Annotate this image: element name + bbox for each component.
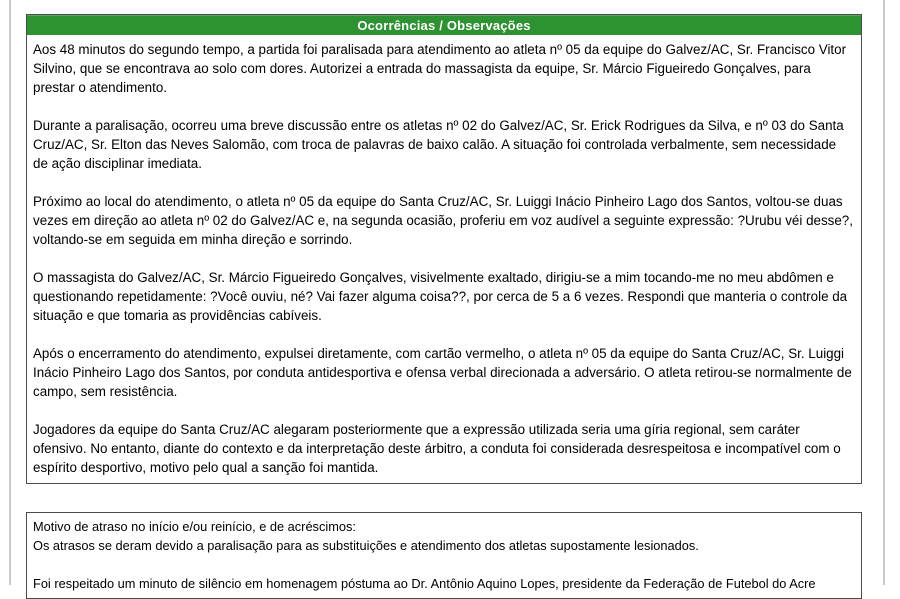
occurrences-title: Ocorrências / Observações — [357, 18, 531, 33]
occurrences-body — [27, 35, 861, 483]
occurrence-paragraph-1: Aos 48 minutos do segundo tempo, a partida foi paralisada para atendimento ao atleta nº 05 da equipe do Galvez/AC, Sr. Francisco Vitor Silvino, que se encontrava ao solo com dores. Autorizei a entrada do massagista da equipe, Sr. Márcio Figueiredo Gonçalves, para prestar o atendimento. — [33, 42, 847, 95]
occurrence-paragraph-5: Após o encerramento do atendimento, expulsei diretamente, com cartão vermelho, o atleta nº 05 da equipe do Santa Cruz/AC, Sr. Luiggi Inácio Pinheiro Lago dos Santos, por conduta antidesportiva e ofensa verbal direcionada a adversário. O atleta retirou-se normalmente de campo, sem resistência. — [33, 346, 852, 399]
delay-box — [26, 512, 862, 599]
delay-reason-label: Motivo de atraso no início e/ou reinício, e de acréscimos: — [33, 519, 356, 534]
occurrence-paragraph-2: Durante a paralisação, ocorreu uma breve discussão entre os atletas nº 02 do Galvez/AC, Sr. Erick Rodrigues da Silva, e nº 03 do Santa Cruz/AC, Sr. Elton das Neves Salomão, com troca de palavras de baixo calão. A situação foi controlada verbalmente, sem necessidade de ação disciplinar imediata. — [33, 118, 844, 171]
report-sheet — [9, 0, 885, 591]
occurrence-paragraph-3: Próximo ao local do atendimento, o atleta nº 05 da equipe do Santa Cruz/AC, Sr. Luiggi Inácio Pinheiro Lago dos Santos, voltou-se duas vezes em direção ao atleta nº 02 do Galvez/AC e, na segunda ocasião, proferiu em voz audível a seguinte expressão: ?Urubu véi desse?, voltando-se em seguida em minha direção e sorrindo. — [33, 194, 853, 247]
occurrence-paragraph-4: O massagista do Galvez/AC, Sr. Márcio Figueiredo Gonçalves, visivelmente exaltado, dirigiu-se a mim tocando-me no meu abdômen e questionando repetidamente: ?Você ouviu, né? Vai fazer alguma coisa??, por cerca de 5 a 6 vezes. Respondi que manteria o controle da situação e que tomaria as providências cabíveis. — [33, 270, 848, 323]
occurrence-paragraph-6: Jogadores da equipe do Santa Cruz/AC alegaram posteriormente que a expressão utilizada seria uma gíria regional, sem caráter ofensivo. No entanto, diante do contexto e da interpretação deste árbitro, a conduta foi considerada desrespeitosa e incompatível com o espírito desportivo, motivo pelo qual a sanção foi mantida. — [33, 422, 841, 475]
occurrences-header — [27, 15, 861, 35]
delay-reason-text: Os atrasos se deram devido a paralisação para as substituições e atendimento dos atletas supostamente lesionados. — [33, 538, 699, 553]
occurrences-box — [26, 14, 862, 484]
silence-tribute-note: Foi respeitado um minuto de silêncio em homenagem póstuma ao Dr. Antônio Aquino Lopes, presidente da Federação de Futebol do Acre — [33, 576, 816, 591]
